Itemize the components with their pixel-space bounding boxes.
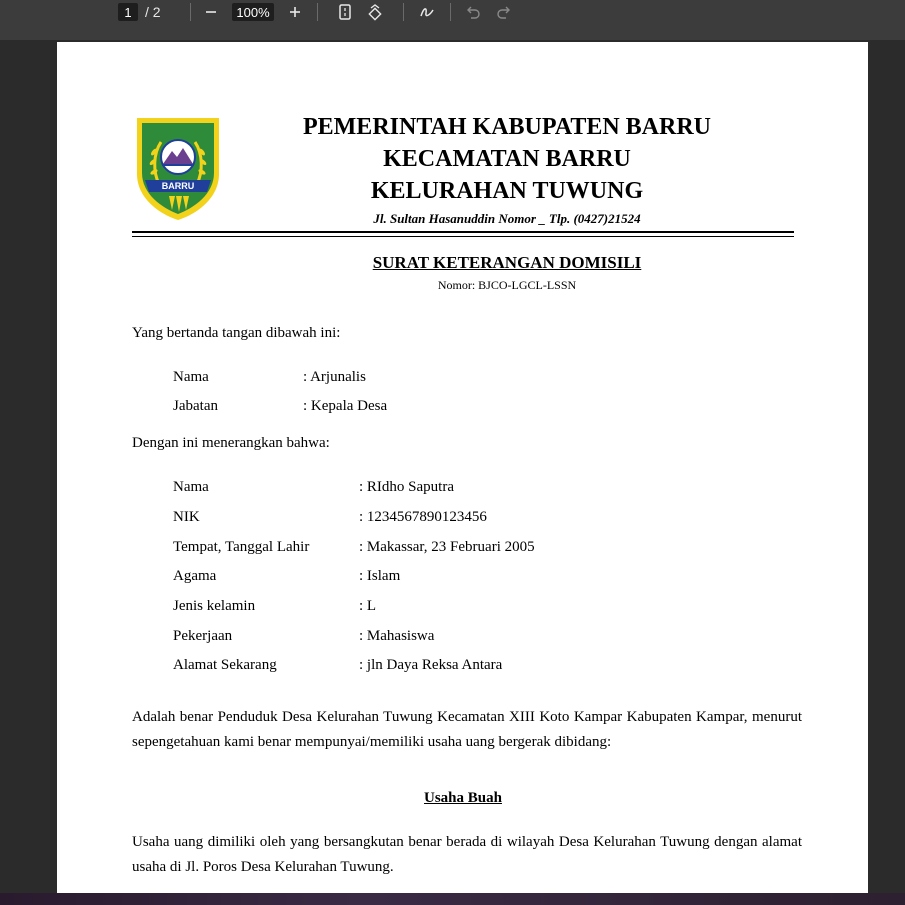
- draw-icon: [416, 1, 438, 23]
- pdf-toolbar: [0, 0, 905, 40]
- zoom-level-input[interactable]: 100%: [232, 3, 274, 21]
- toolbar-divider: [403, 3, 404, 21]
- business-title: Usaha Buah: [424, 790, 502, 806]
- zoom-in-icon: [284, 1, 306, 23]
- subject-label: Pekerjaan: [173, 628, 233, 644]
- letterhead-rule-thick: [132, 231, 794, 233]
- signer-label: Nama: [173, 369, 209, 385]
- zoom-in-button[interactable]: [284, 1, 306, 23]
- redo-button[interactable]: [493, 1, 515, 23]
- subject-label: Tempat, Tanggal Lahir: [173, 539, 310, 555]
- subject-label: Agama: [173, 568, 217, 584]
- document-number: Nomor: BJCO-LGCL-LSSN: [437, 278, 577, 292]
- subject-value: : Islam: [359, 568, 401, 584]
- signer-label: Jabatan: [173, 398, 218, 414]
- subject-label: Alamat Sekarang: [173, 657, 277, 673]
- body-paragraph: Usaha uang dimiliki oleh yang bersangkutan benar berada di wilayah Desa Kelurahan Tuwung dengan alamat usaha di Jl. Poros Desa Kelurahan Tuwung.: [132, 834, 802, 875]
- signer-value: : Kepala Desa: [303, 398, 388, 414]
- draw-button[interactable]: [416, 1, 438, 23]
- subject-value: : 1234567890123456: [359, 509, 487, 525]
- subject-label: Nama: [173, 479, 209, 495]
- subject-value: : Mahasiswa: [359, 628, 435, 644]
- fit-page-icon: [334, 1, 356, 23]
- subject-value: : L: [359, 598, 377, 614]
- toolbar-divider: [190, 3, 191, 21]
- zoom-out-button[interactable]: [200, 1, 222, 23]
- letterhead-address: Jl. Sultan Hasanuddin Nomor _ Tlp. (0427)21524: [373, 211, 641, 226]
- subject-value: : jln Daya Reksa Antara: [359, 657, 503, 673]
- signer-value: : Arjunalis: [303, 369, 366, 385]
- statement-text: Dengan ini menerangkan bahwa:: [132, 435, 330, 451]
- letterhead-rule-thin: [132, 236, 794, 237]
- page-total: / 2: [145, 4, 161, 20]
- fit-page-button[interactable]: [334, 1, 356, 23]
- toolbar-divider: [450, 3, 451, 21]
- letterhead-district: KECAMATAN BARRU: [383, 146, 631, 172]
- page-number-input[interactable]: 1: [118, 3, 138, 21]
- document-page: [57, 42, 868, 905]
- toolbar-divider: [317, 3, 318, 21]
- rotate-icon: [364, 1, 386, 23]
- zoom-out-icon: [200, 1, 222, 23]
- rotate-button[interactable]: [364, 1, 386, 23]
- subject-value: : Makassar, 23 Februari 2005: [359, 539, 535, 555]
- undo-button[interactable]: [462, 1, 484, 23]
- subject-label: Jenis kelamin: [173, 598, 256, 614]
- taskbar-edge: [0, 893, 905, 905]
- logo-label: BARRU: [161, 181, 195, 191]
- body-paragraph: Adalah benar Penduduk Desa Kelurahan Tuwung Kecamatan XIII Koto Kampar Kabupaten Kampar, menurut sepengetahuan kami benar mempunyai/memiliki usaha uang bergerak dibidang:: [132, 709, 802, 750]
- redo-icon: [493, 1, 515, 23]
- intro-text: Yang bertanda tangan dibawah ini:: [132, 325, 341, 341]
- subject-value: : RIdho Saputra: [359, 479, 454, 495]
- subject-label: NIK: [173, 509, 200, 525]
- letterhead-government: PEMERINTAH KABUPATEN BARRU: [302, 114, 711, 140]
- letterhead-village: KELURAHAN TUWUNG: [370, 178, 644, 204]
- undo-icon: [462, 1, 484, 23]
- document-title: SURAT KETERANGAN DOMISILI: [372, 253, 642, 272]
